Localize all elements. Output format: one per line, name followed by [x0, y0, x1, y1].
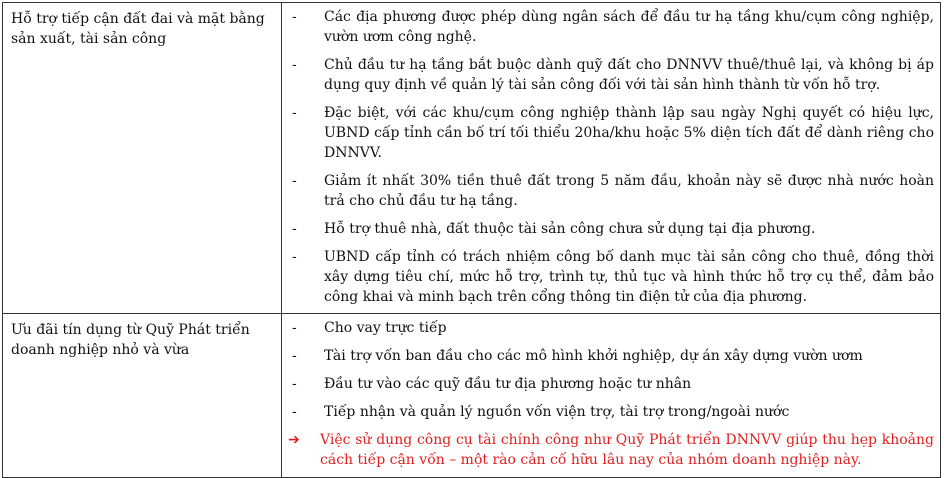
table-row: [3, 314, 941, 478]
dash-bullet: -: [292, 173, 297, 189]
dash-bullet: -: [292, 221, 297, 237]
list-item: [282, 374, 934, 394]
list-item-text: Tài trợ vốn ban đầu cho các mô hình khởi nghiệp, dự án xây dựng vườn ươm: [324, 348, 863, 364]
topic-label: Ưu đãi tín dụng từ Quỹ Phát triển doanh nghiệp nhỏ và vừa: [11, 322, 250, 358]
policy-table: [2, 2, 941, 478]
topic-cell: [3, 314, 282, 478]
list-item-text: Đầu tư vào các quỹ đầu tư địa phương hoặc tư nhân: [324, 376, 692, 392]
list-item: [282, 346, 934, 366]
conclusion-item: [282, 430, 934, 470]
list-item-text: UBND cấp tỉnh có trách nhiệm công bố danh mục tài sản công cho thuê, đồng thời xây dựng tiêu chí, mức hỗ trợ, trình tự, thủ tục và hình thức hỗ trợ cụ thể, đảm bảo công khai và minh bạch trên cổng thông tin điện tử của địa phương.: [324, 249, 934, 305]
dash-bullet: -: [292, 376, 297, 392]
list-item-text: Tiếp nhận và quản lý nguồn vốn viện trợ, tài trợ trong/ngoài nước: [324, 404, 790, 420]
details-cell: [282, 3, 941, 314]
list-item-text: Hỗ trợ thuê nhà, đất thuộc tài sản công chưa sử dụng tại địa phương.: [324, 221, 816, 237]
dash-bullet: -: [292, 249, 297, 265]
dash-bullet: -: [292, 404, 297, 420]
list-item-text: Cho vay trực tiếp: [324, 320, 447, 336]
list-item: [282, 247, 934, 307]
list-item-text: Giảm ít nhất 30% tiền thuê đất trong 5 năm đầu, khoản này sẽ được nhà nước hoàn trả cho chủ đầu tư hạ tầng.: [324, 173, 934, 209]
conclusion-text: Việc sử dụng công cụ tài chính công như Quỹ Phát triển DNNVV giúp thu hẹp khoảng cách tiếp cận vốn – một rào cản cố hữu lâu nay của nhóm doanh nghiệp này.: [320, 432, 934, 468]
dash-bullet: -: [292, 105, 297, 121]
dash-bullet: -: [292, 9, 297, 25]
list-item-text: Đặc biệt, với các khu/cụm công nghiệp thành lập sau ngày Nghị quyết có hiệu lực, UBND cấp tỉnh cần bố trí tối thiểu 20ha/khu hoặc 5% diện tích đất để dành riêng cho DNNVV.: [324, 105, 934, 161]
arrow-right-icon: ➔: [288, 432, 300, 448]
dash-bullet: -: [292, 348, 297, 364]
table-row: [3, 3, 941, 314]
topic-cell: [3, 3, 282, 314]
list-item: [282, 7, 934, 47]
list-item: [282, 55, 934, 95]
list-item: [282, 103, 934, 163]
dash-bullet: -: [292, 320, 297, 336]
list-item: [282, 402, 934, 422]
list-item: [282, 219, 934, 239]
list-item: [282, 318, 934, 338]
dash-bullet: -: [292, 57, 297, 73]
details-cell: [282, 314, 941, 478]
list-item-text: Chủ đầu tư hạ tầng bắt buộc dành quỹ đất cho DNNVV thuê/thuê lại, và không bị áp dụng quy định về quản lý tài sản công đối với tài sản hình thành từ vốn hỗ trợ.: [324, 57, 934, 93]
topic-label: Hỗ trợ tiếp cận đất đai và mặt bằng sản xuất, tài sản công: [11, 11, 265, 47]
list-item: [282, 171, 934, 211]
list-item-text: Các địa phương được phép dùng ngân sách để đầu tư hạ tầng khu/cụm công nghiệp, vườn ươm công nghệ.: [324, 9, 934, 45]
